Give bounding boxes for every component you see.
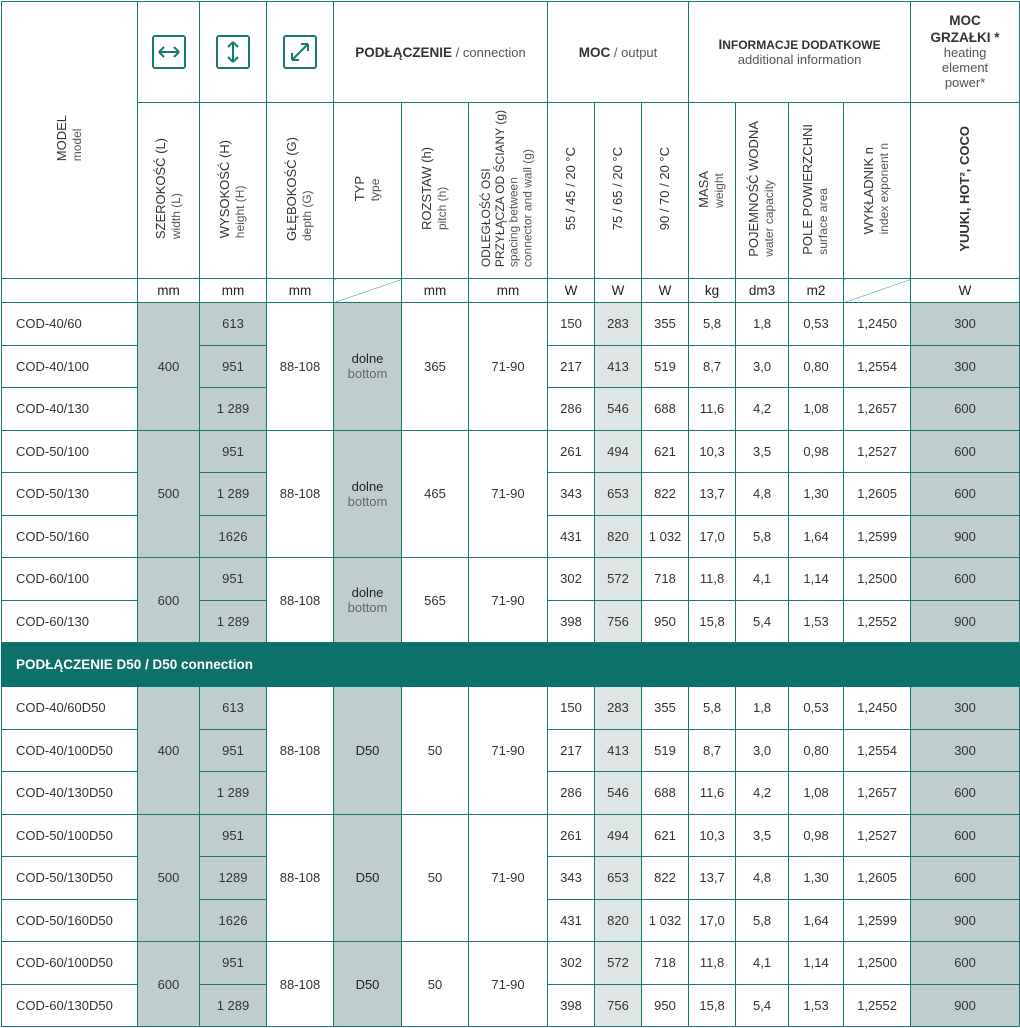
output3-cell: 822 (642, 857, 689, 900)
output3-cell: 1 032 (642, 515, 689, 558)
model-cell: COD-60/130D50 (2, 984, 138, 1027)
output1-cell: 431 (548, 515, 595, 558)
output1-cell: 286 (548, 388, 595, 431)
output2-cell: 494 (595, 430, 642, 473)
surface-unit: m2 (789, 279, 844, 303)
output3-unit: W (642, 279, 689, 303)
heater-cell: 600 (911, 814, 1020, 857)
height-header: WYSOKOŚĆ (H) height (H) (200, 103, 267, 279)
water-cell: 3,0 (736, 345, 789, 388)
output3-header: 90 / 70 / 20 °C (642, 103, 689, 279)
exponent-cell: 1,2450 (844, 303, 911, 346)
diagonal-arrows-icon (283, 35, 317, 69)
water-cell: 4,2 (736, 388, 789, 431)
vertical-arrows-icon (216, 35, 250, 69)
heater-cell: 900 (911, 515, 1020, 558)
pitch-unit: mm (402, 279, 469, 303)
exponent-cell: 1,2552 (844, 984, 911, 1027)
surface-cell: 0,98 (789, 814, 844, 857)
output1-cell: 343 (548, 857, 595, 900)
heater-cell: 600 (911, 772, 1020, 815)
type-label: dolne (351, 585, 384, 600)
radiator-spec-table (1, 1, 1020, 1027)
output-group-header: MOC / output (548, 2, 689, 103)
type-cell (334, 430, 402, 558)
heater-cell: 600 (911, 473, 1020, 516)
type-cell (334, 558, 402, 643)
table-row (2, 303, 1020, 346)
exponent-cell: 1,2527 (844, 430, 911, 473)
surface-cell: 0,80 (789, 729, 844, 772)
surface-cell: 0,98 (789, 430, 844, 473)
exponent-cell: 1,2657 (844, 772, 911, 815)
type-label: D50 (355, 742, 380, 758)
model-cell: COD-40/130D50 (2, 772, 138, 815)
output1-header: 55 / 45 / 20 °C (548, 103, 595, 279)
connection-group-header: PODŁĄCZENIE / connection (334, 2, 548, 103)
height-cell: 1289 (200, 857, 267, 900)
pitch-cell: 50 (402, 814, 469, 942)
depth-cell: 88-108 (267, 303, 334, 431)
type-unit-slash (334, 279, 402, 303)
water-cell: 3,5 (736, 814, 789, 857)
type-cell (334, 687, 402, 815)
output3-cell: 822 (642, 473, 689, 516)
width-cell: 500 (138, 430, 200, 558)
output3-cell: 688 (642, 772, 689, 815)
water-unit: dm3 (736, 279, 789, 303)
model-cell: COD-40/60 (2, 303, 138, 346)
output1-cell: 150 (548, 303, 595, 346)
type-cell (334, 814, 402, 942)
surface-cell: 1,64 (789, 515, 844, 558)
width-icon-cell (138, 2, 200, 103)
table-row (2, 814, 1020, 857)
output1-cell: 286 (548, 772, 595, 815)
exponent-cell: 1,2450 (844, 687, 911, 730)
model-cell: COD-60/100D50 (2, 942, 138, 985)
depth-unit: mm (267, 279, 334, 303)
output3-cell: 355 (642, 303, 689, 346)
height-cell: 951 (200, 430, 267, 473)
output1-cell: 398 (548, 984, 595, 1027)
exponent-cell: 1,2554 (844, 345, 911, 388)
output1-cell: 431 (548, 899, 595, 942)
model-cell: COD-60/100 (2, 558, 138, 601)
heater-cell: 600 (911, 558, 1020, 601)
spacing-cell: 71-90 (469, 814, 548, 942)
mass-header: MASA weight (689, 103, 736, 279)
water-cell: 5,4 (736, 600, 789, 643)
heater-cell: 300 (911, 687, 1020, 730)
surface-cell: 1,53 (789, 600, 844, 643)
pitch-cell: 465 (402, 430, 469, 558)
output2-cell: 413 (595, 729, 642, 772)
output3-cell: 688 (642, 388, 689, 431)
output2-cell: 283 (595, 303, 642, 346)
heater-group-header: MOC GRZAŁKI * heating element power* (911, 2, 1020, 103)
surface-cell: 1,64 (789, 899, 844, 942)
heater-cell: 600 (911, 857, 1020, 900)
exponent-cell: 1,2552 (844, 600, 911, 643)
depth-cell: 88-108 (267, 430, 334, 558)
spacing-cell: 71-90 (469, 430, 548, 558)
water-cell: 5,4 (736, 984, 789, 1027)
mass-cell: 8,7 (689, 729, 736, 772)
exponent-cell: 1,2599 (844, 899, 911, 942)
type-label: D50 (355, 870, 380, 886)
output3-cell: 621 (642, 814, 689, 857)
output2-cell: 756 (595, 984, 642, 1027)
water-cell: 4,2 (736, 772, 789, 815)
height-cell: 1 289 (200, 984, 267, 1027)
output1-cell: 261 (548, 814, 595, 857)
output2-cell: 572 (595, 558, 642, 601)
pitch-cell: 365 (402, 303, 469, 431)
heater-unit: W (911, 279, 1020, 303)
heater-cell: 600 (911, 388, 1020, 431)
mass-cell: 13,7 (689, 857, 736, 900)
height-cell: 951 (200, 729, 267, 772)
depth-cell: 88-108 (267, 687, 334, 815)
mass-cell: 8,7 (689, 345, 736, 388)
output3-cell: 519 (642, 345, 689, 388)
width-cell: 600 (138, 558, 200, 643)
exponent-cell: 1,2500 (844, 558, 911, 601)
height-unit: mm (200, 279, 267, 303)
output1-unit: W (548, 279, 595, 303)
surface-cell: 1,08 (789, 388, 844, 431)
exponent-cell: 1,2599 (844, 515, 911, 558)
water-cell: 4,1 (736, 942, 789, 985)
heater-cell: 600 (911, 430, 1020, 473)
output2-cell: 653 (595, 857, 642, 900)
type-sublabel: bottom (347, 493, 388, 509)
model-cell: COD-50/130 (2, 473, 138, 516)
mass-cell: 11,6 (689, 388, 736, 431)
heater-cell: 900 (911, 600, 1020, 643)
model-cell: COD-50/100 (2, 430, 138, 473)
model-cell: COD-40/60D50 (2, 687, 138, 730)
output1-cell: 398 (548, 600, 595, 643)
exponent-cell: 1,2605 (844, 857, 911, 900)
output1-cell: 217 (548, 729, 595, 772)
height-cell: 1 289 (200, 473, 267, 516)
width-cell: 400 (138, 687, 200, 815)
mass-cell: 15,8 (689, 600, 736, 643)
water-cell: 1,8 (736, 303, 789, 346)
output2-header: 75 / 65 / 20 °C (595, 103, 642, 279)
exponent-cell: 1,2657 (844, 388, 911, 431)
pitch-cell: 565 (402, 558, 469, 643)
table-row (2, 430, 1020, 473)
depth-cell: 88-108 (267, 558, 334, 643)
height-cell: 1 289 (200, 600, 267, 643)
output2-cell: 820 (595, 899, 642, 942)
water-cell: 4,8 (736, 857, 789, 900)
model-header: MODEL model (2, 2, 138, 279)
model-unit (2, 279, 138, 303)
output2-cell: 756 (595, 600, 642, 643)
surface-cell: 1,08 (789, 772, 844, 815)
mass-cell: 5,8 (689, 303, 736, 346)
spacing-cell: 71-90 (469, 558, 548, 643)
output3-cell: 621 (642, 430, 689, 473)
heater-cell: 900 (911, 899, 1020, 942)
output1-cell: 302 (548, 558, 595, 601)
water-cell: 1,8 (736, 687, 789, 730)
height-cell: 951 (200, 345, 267, 388)
table-row (2, 942, 1020, 985)
type-label: dolne (351, 478, 384, 494)
depth-icon-cell (267, 2, 334, 103)
exponent-cell: 1,2527 (844, 814, 911, 857)
output2-cell: 546 (595, 772, 642, 815)
mass-cell: 10,3 (689, 814, 736, 857)
output1-cell: 261 (548, 430, 595, 473)
height-cell: 613 (200, 687, 267, 730)
output3-cell: 718 (642, 558, 689, 601)
width-header: SZEROKOŚĆ (L) width (L) (138, 103, 200, 279)
mass-cell: 17,0 (689, 515, 736, 558)
output2-cell: 653 (595, 473, 642, 516)
model-cell: COD-40/100D50 (2, 729, 138, 772)
water-header: POJEMNOŚĆ WODNA water capacity (736, 103, 789, 279)
height-cell: 951 (200, 558, 267, 601)
output3-cell: 519 (642, 729, 689, 772)
depth-cell: 88-108 (267, 942, 334, 1027)
output3-cell: 355 (642, 687, 689, 730)
surface-cell: 1,14 (789, 942, 844, 985)
mass-cell: 13,7 (689, 473, 736, 516)
surface-cell: 0,80 (789, 345, 844, 388)
pitch-header: ROZSTAW (h) pitch (h) (402, 103, 469, 279)
type-header: TYP type (334, 103, 402, 279)
spacing-cell: 71-90 (469, 942, 548, 1027)
type-sublabel: bottom (347, 600, 388, 615)
water-cell: 3,0 (736, 729, 789, 772)
width-cell: 600 (138, 942, 200, 1027)
output2-cell: 413 (595, 345, 642, 388)
exponent-header: WYKŁADNIK n index exponent n (844, 103, 911, 279)
section-separator (2, 643, 1020, 687)
surface-cell: 1,30 (789, 473, 844, 516)
pitch-cell: 50 (402, 942, 469, 1027)
output2-cell: 494 (595, 814, 642, 857)
height-cell: 1626 (200, 899, 267, 942)
spacing-unit: mm (469, 279, 548, 303)
depth-cell: 88-108 (267, 814, 334, 942)
water-cell: 5,8 (736, 899, 789, 942)
surface-cell: 0,53 (789, 687, 844, 730)
units-row (2, 279, 1020, 303)
type-cell (334, 303, 402, 431)
section-separator-label: PODŁĄCZENIE D50 / D50 connection (2, 643, 1020, 687)
surface-cell: 0,53 (789, 303, 844, 346)
output2-cell: 572 (595, 942, 642, 985)
output3-cell: 950 (642, 600, 689, 643)
heater-cell: 300 (911, 345, 1020, 388)
exponent-cell: 1,2554 (844, 729, 911, 772)
model-cell: COD-60/130 (2, 600, 138, 643)
output3-cell: 1 032 (642, 899, 689, 942)
height-icon-cell (200, 2, 267, 103)
width-cell: 500 (138, 814, 200, 942)
water-cell: 4,8 (736, 473, 789, 516)
mass-unit: kg (689, 279, 736, 303)
heater-header: YUUKI, HOT², COCO (911, 103, 1020, 279)
depth-header: GŁĘBOKOŚĆ (G) depth (G) (267, 103, 334, 279)
output1-cell: 150 (548, 687, 595, 730)
model-cell: COD-40/100 (2, 345, 138, 388)
height-cell: 1626 (200, 515, 267, 558)
pitch-cell: 50 (402, 687, 469, 815)
model-cell: COD-50/100D50 (2, 814, 138, 857)
height-cell: 1 289 (200, 772, 267, 815)
type-label: dolne (351, 351, 384, 367)
surface-cell: 1,53 (789, 984, 844, 1027)
exponent-cell: 1,2500 (844, 942, 911, 985)
mass-cell: 5,8 (689, 687, 736, 730)
table-row (2, 558, 1020, 601)
horizontal-arrows-icon (152, 35, 186, 69)
heater-cell: 600 (911, 942, 1020, 985)
surface-cell: 1,14 (789, 558, 844, 601)
output1-cell: 302 (548, 942, 595, 985)
mass-cell: 10,3 (689, 430, 736, 473)
water-cell: 3,5 (736, 430, 789, 473)
mass-cell: 15,8 (689, 984, 736, 1027)
model-cell: COD-50/160 (2, 515, 138, 558)
output2-cell: 820 (595, 515, 642, 558)
model-cell: COD-40/130 (2, 388, 138, 431)
mass-cell: 11,8 (689, 942, 736, 985)
model-cell: COD-50/160D50 (2, 899, 138, 942)
water-cell: 4,1 (736, 558, 789, 601)
type-sublabel: bottom (347, 366, 388, 382)
water-cell: 5,8 (736, 515, 789, 558)
mass-cell: 11,8 (689, 558, 736, 601)
heater-cell: 300 (911, 729, 1020, 772)
surface-header: POLE POWIERZCHNI surface area (789, 103, 844, 279)
output1-cell: 217 (548, 345, 595, 388)
output2-unit: W (595, 279, 642, 303)
height-cell: 951 (200, 942, 267, 985)
heater-cell: 300 (911, 303, 1020, 346)
height-cell: 1 289 (200, 388, 267, 431)
output3-cell: 718 (642, 942, 689, 985)
output3-cell: 950 (642, 984, 689, 1027)
type-cell (334, 942, 402, 1027)
mass-cell: 11,6 (689, 772, 736, 815)
output1-cell: 343 (548, 473, 595, 516)
width-unit: mm (138, 279, 200, 303)
type-label: D50 (355, 976, 380, 992)
surface-cell: 1,30 (789, 857, 844, 900)
spacing-cell: 71-90 (469, 303, 548, 431)
model-cell: COD-50/130D50 (2, 857, 138, 900)
spacing-header: ODLEGŁOŚĆ OSI PRZYŁĄCZA OD ŚCIANY (g) spacing between connector and wall (g) (469, 103, 548, 279)
mass-cell: 17,0 (689, 899, 736, 942)
height-cell: 613 (200, 303, 267, 346)
height-cell: 951 (200, 814, 267, 857)
width-cell: 400 (138, 303, 200, 431)
spacing-cell: 71-90 (469, 687, 548, 815)
exponent-unit-slash (844, 279, 911, 303)
output2-cell: 283 (595, 687, 642, 730)
output2-cell: 546 (595, 388, 642, 431)
table-row (2, 687, 1020, 730)
info-group-header: INFORMACJE DODATKOWE additional information (689, 2, 911, 103)
exponent-cell: 1,2605 (844, 473, 911, 516)
heater-cell: 900 (911, 984, 1020, 1027)
